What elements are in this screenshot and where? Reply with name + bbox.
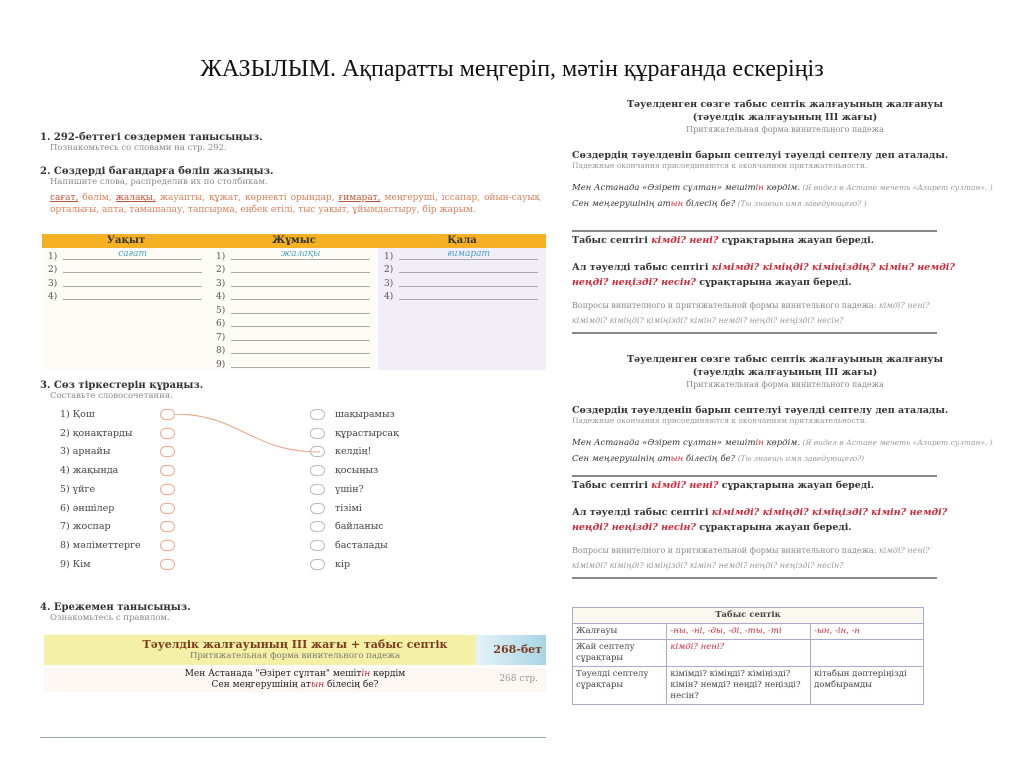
example-segment: көрдім. — [763, 183, 801, 193]
row-number: 4) — [384, 292, 394, 302]
answer-row — [42, 262, 210, 276]
word-bank — [40, 192, 540, 216]
answer-row — [210, 329, 378, 343]
word-columns-table — [42, 234, 546, 370]
rule-segment: сұрақтарына жауап береді. — [695, 277, 852, 288]
q-list: кімді? нені? кімімді? кіміңді? кіміңізді? кімін? немді? неңді? неңізді? несін? — [572, 301, 930, 325]
example-segment: (Ты знаешь имя заведующего? ) — [735, 199, 867, 208]
divider — [572, 475, 937, 477]
answer-row — [378, 275, 546, 289]
q-label: Вопросы винителного и притяжательной формы винительного падежа: — [572, 546, 879, 555]
rule-heading: Тәуелденген сөзге табыс септік жалғауының жалғануы — [626, 99, 943, 110]
example-segment: (Я видел в Астане мечеть «Азирет султан». ) — [800, 183, 993, 192]
match-right-item: тізімі — [335, 502, 362, 514]
match-left-circle[interactable] — [160, 503, 175, 514]
match-left-circle[interactable] — [160, 409, 175, 420]
banner-subtitle: Притяжательная форма винительного падежа — [189, 651, 401, 661]
answer-line[interactable] — [63, 262, 202, 273]
q-label: Вопросы винителного и притяжательной формы винительного падежа: — [572, 301, 879, 310]
rule-segment: Ал тәуелді табыс септігі — [572, 507, 712, 518]
column-2 — [378, 234, 546, 370]
divider — [40, 737, 546, 738]
example-segment: Сен меңгерушінің ат — [572, 199, 671, 209]
match-right-item: құрастырсақ — [335, 427, 399, 439]
example-segment: ін — [755, 438, 764, 448]
example-segment: Сен меңгерушінің ат — [211, 680, 311, 690]
task-3 — [40, 380, 203, 401]
row-number: 3) — [216, 278, 226, 289]
rule-block — [565, 353, 1005, 579]
row-number: 1) — [384, 251, 394, 262]
answer-row — [210, 343, 378, 357]
cell: кімімді? кіміңді? кіміңізді? кімін? немді? неңді? неңізді? несін? — [667, 667, 811, 705]
rule-question-2 — [565, 260, 965, 290]
match-right-circle[interactable] — [310, 559, 325, 570]
task-1-title: 1. 292-беттегі сөздермен танысыңыз. — [40, 132, 263, 143]
rule-heading: (тәуелдік жалғауының III жағы) — [692, 367, 878, 378]
match-left-circle[interactable] — [160, 446, 175, 457]
cell: -ын, -ін, -н — [811, 624, 924, 640]
task-2 — [40, 166, 540, 216]
page-ref-ru: 268 стр. — [499, 674, 538, 684]
match-right-circle[interactable] — [310, 446, 325, 457]
match-right-circle[interactable] — [310, 521, 325, 532]
match-right-circle[interactable] — [310, 503, 325, 514]
example-segment: ын — [670, 199, 684, 209]
example-segment: көрдім — [370, 669, 406, 679]
rule-subheading: Притяжательная форма винительного падежа — [686, 125, 884, 134]
task-2-subtitle: Напишите слова, распределив их по столбикам. — [50, 177, 268, 187]
column-1 — [210, 234, 378, 370]
example-segment: көрдім. — [763, 438, 801, 448]
example-word: жалақы, — [115, 193, 156, 203]
rule-segment: кімімді? кіміңді? кіміңізді? кімін? немді? неңді? неңізді? несін? — [572, 507, 948, 533]
word-list: меңгеруші, іссапар, ойын-сауық орталығы, апта, тамашалау, тапсырма, еңбек өтілі, тыс уақыт, ұйымдастыру, бір жарым. — [50, 193, 541, 215]
row-label: Жалғауы — [573, 624, 667, 640]
rule-translation: Падежные окончания присоединяются к окончаниям притяжательности. — [572, 161, 868, 170]
example-segment: ын — [310, 680, 325, 690]
example-segment: Мен Астанада «Әзірет сұлтан» мешіт — [572, 438, 756, 448]
answer-line[interactable] — [231, 262, 370, 273]
answer-line[interactable]: сағат — [63, 249, 202, 260]
example-1 — [565, 435, 1005, 451]
rule-segment: Табыс септігі — [572, 480, 652, 491]
task-4-subtitle: Ознакомьтесь с правилом. — [50, 613, 170, 623]
answer-row — [210, 289, 378, 303]
match-right-circle[interactable] — [310, 484, 325, 495]
task-1 — [40, 132, 263, 153]
match-left-circle[interactable] — [160, 521, 175, 532]
example-1 — [44, 669, 546, 680]
task-3-title: 3. Сөз тіркестерін құраңыз. — [40, 380, 204, 391]
cell — [811, 640, 924, 667]
row-number: 3) — [384, 278, 394, 289]
answer-row — [42, 248, 210, 262]
row-number: 6) — [216, 319, 226, 329]
match-left-circle[interactable] — [160, 428, 175, 439]
rule-statement: Сөздердің тәуелденіп барып септелуі тәуелді септелу деп аталады. — [572, 150, 949, 161]
answer-line[interactable] — [231, 289, 370, 300]
rule-segment: сұрақтарына жауап береді. — [695, 522, 852, 533]
column-header: Қала — [378, 234, 546, 248]
answer-row — [378, 248, 546, 262]
rule-block — [565, 98, 1005, 334]
questions-translation — [565, 543, 965, 573]
word-list: бөлім, — [78, 193, 116, 203]
rule-segment: сұрақтарына жауап береді. — [718, 480, 875, 491]
match-right-circle[interactable] — [310, 540, 325, 551]
match-left-item: 8) мәліметтерге — [60, 539, 141, 551]
match-left-item: 2) қонақтарды — [60, 427, 133, 439]
answer-line[interactable] — [231, 316, 370, 327]
example-segment: білесің бе? — [324, 680, 379, 690]
case-table-title: Табыс септік — [573, 608, 924, 624]
answer-row — [210, 262, 378, 276]
answer-row — [210, 275, 378, 289]
example-segment: (Я видел в Астане мечеть «Азирет султан». ) — [800, 438, 993, 447]
rule-segment: кімімді? кіміңді? кіміңіздің? кімін? немді? неңді? неңізді? несін? — [572, 262, 955, 288]
answer-row — [378, 289, 546, 303]
example-1 — [565, 180, 1005, 196]
answer-line[interactable] — [63, 289, 202, 300]
q-list: кімді? нені? кімімді? кіміңді? кіміңізді? кімін? немді? неңді? неңізді? несін? — [572, 546, 930, 570]
example-2 — [565, 451, 1005, 467]
answer-line[interactable] — [231, 303, 370, 314]
answer-row — [378, 262, 546, 276]
questions-translation — [565, 298, 965, 328]
row-number: 2) — [48, 265, 58, 275]
match-left-item: 7) жоспар — [60, 521, 111, 533]
rule-segment: сұрақтарына жауап береді. — [718, 235, 875, 246]
match-right-item: үшін? — [335, 483, 364, 495]
example-segment: (Ты знаешь имя заведующего?) — [735, 454, 865, 463]
row-number: 1) — [48, 251, 58, 262]
task-3-subtitle: Составьте словосочетания. — [50, 391, 173, 401]
row-number: 4) — [48, 292, 58, 302]
match-right-item: келдің! — [335, 446, 372, 458]
case-table — [572, 607, 924, 705]
answer-line[interactable] — [231, 276, 370, 287]
row-number: 9) — [216, 359, 226, 370]
match-left-item: 5) үйге — [60, 483, 96, 495]
slide-title: ЖАЗЫЛЫМ. Ақпаратты меңгеріп, мәтін құрағанда ескеріңіз — [200, 56, 824, 82]
match-right-item: қосыңыз — [335, 465, 379, 477]
cell: кімді? нені? — [667, 640, 811, 667]
answer-row — [210, 302, 378, 316]
rule-heading: Тәуелденген сөзге табыс септік жалғауының жалғануы — [626, 354, 943, 365]
matching-exercise — [40, 409, 546, 584]
rule-segment: кімді? нені? — [651, 480, 719, 491]
task-4 — [40, 602, 191, 623]
match-left-item: 9) Кім — [60, 558, 91, 570]
answer-line[interactable] — [231, 343, 370, 354]
rule-segment: Ал тәуелді табыс септігі — [572, 262, 712, 273]
example-segment: ын — [670, 454, 684, 464]
match-right-circle[interactable] — [310, 465, 325, 476]
column-0 — [42, 234, 210, 370]
rule-examples — [44, 668, 546, 692]
task-1-subtitle: Познакомьтесь со словами на стр. 292. — [50, 143, 227, 153]
answer-row — [42, 275, 210, 289]
rule-question-1 — [565, 480, 1005, 491]
match-right-item: шақырамыз — [335, 409, 395, 420]
match-left-circle[interactable] — [160, 559, 175, 570]
example-segment: Сен меңгерушінің ат — [572, 454, 671, 464]
match-left-item: 1) Қош — [60, 409, 95, 420]
row-label: Тәуелді септелу сұрақтары — [573, 667, 667, 705]
cell: -ны, -ні, -ды, -ді, -ты, -ті — [667, 624, 811, 640]
match-right-circle[interactable] — [310, 409, 325, 420]
rule-question-1 — [565, 235, 1005, 246]
column-header: Жұмыс — [210, 234, 378, 248]
rule-subheading: Притяжательная форма винительного падежа — [686, 380, 884, 389]
match-left-item: 3) арнайы — [60, 446, 111, 458]
example-2 — [565, 196, 1005, 212]
rule-question-2 — [565, 505, 965, 535]
example-segment: білесің бе? — [683, 199, 736, 209]
column-header: Уақыт — [42, 234, 210, 248]
page-ref-kz: 268-бет — [476, 635, 546, 665]
answer-line[interactable] — [399, 289, 538, 300]
row-number: 4) — [216, 292, 226, 302]
divider — [572, 332, 937, 334]
answer-line[interactable]: ғимарат — [399, 249, 538, 260]
workbook-page-left — [40, 128, 546, 738]
answer-row — [210, 248, 378, 262]
match-left-circle[interactable] — [160, 465, 175, 476]
divider — [572, 577, 937, 579]
rule-statement: Сөздердің тәуелденіп барып септелуі тәуелді септелу деп аталады. — [572, 405, 949, 416]
answer-row — [210, 316, 378, 330]
cell: кітабын дәптеріңізді домбырамды — [811, 667, 924, 705]
row-number: 1) — [216, 251, 226, 262]
example-segment: Мен Астанада "Әзірет сұлтан" мешіт — [184, 669, 362, 679]
example-segment: ін — [755, 183, 764, 193]
example-segment: білесің бе? — [683, 454, 736, 464]
match-right-item: басталады — [335, 539, 388, 551]
task-4-title: 4. Ережемен танысыңыз. — [40, 602, 191, 613]
row-number: 5) — [216, 305, 226, 316]
answer-line[interactable] — [63, 276, 202, 287]
answer-line[interactable]: жалақы — [231, 249, 370, 260]
word-list: жауапты, құжат, көрнекті орындар, — [155, 193, 339, 203]
row-number: 2) — [216, 265, 226, 275]
task-2-title: 2. Сөздерді бағандарға бөліп жазыңыз. — [40, 166, 274, 177]
row-number: 2) — [384, 265, 394, 275]
example-segment: ін — [361, 669, 371, 679]
rule-banner — [44, 635, 546, 665]
answer-row — [210, 356, 378, 370]
example-word: ғимарат, — [338, 193, 381, 203]
row-number: 8) — [216, 346, 226, 356]
rule-page-right — [565, 98, 1005, 603]
match-left-item: 4) жақында — [60, 465, 119, 477]
match-left-circle[interactable] — [160, 484, 175, 495]
match-right-circle[interactable] — [310, 428, 325, 439]
rule-translation: Падежные окончания присоединяются к окончаниям притяжательности. — [572, 416, 868, 425]
rule-segment: кімді? нені? — [651, 235, 719, 246]
answer-line[interactable] — [231, 330, 370, 341]
divider — [572, 230, 937, 232]
example-segment: Мен Астанада «Әзірет сұлтан» мешіт — [572, 183, 756, 193]
answer-line[interactable] — [399, 276, 538, 287]
example-2 — [44, 680, 546, 691]
match-right-item: кір — [335, 558, 351, 570]
row-label: Жай септелу сұрақтары — [573, 640, 667, 667]
answer-line[interactable] — [231, 357, 370, 368]
example-word: сағат, — [50, 193, 79, 203]
row-number: 3) — [48, 278, 58, 289]
rule-segment: Табыс септігі — [572, 235, 652, 246]
row-number: 7) — [216, 332, 226, 343]
answer-row — [42, 289, 210, 303]
match-left-item: 6) әншілер — [60, 502, 115, 514]
banner-title: Тәуелдік жалғауының III жағы + табыс септік — [142, 638, 448, 651]
match-left-circle[interactable] — [160, 540, 175, 551]
rule-heading: (тәуелдік жалғауының III жағы) — [692, 112, 878, 123]
answer-line[interactable] — [399, 262, 538, 273]
match-right-item: байланыс — [335, 521, 384, 533]
